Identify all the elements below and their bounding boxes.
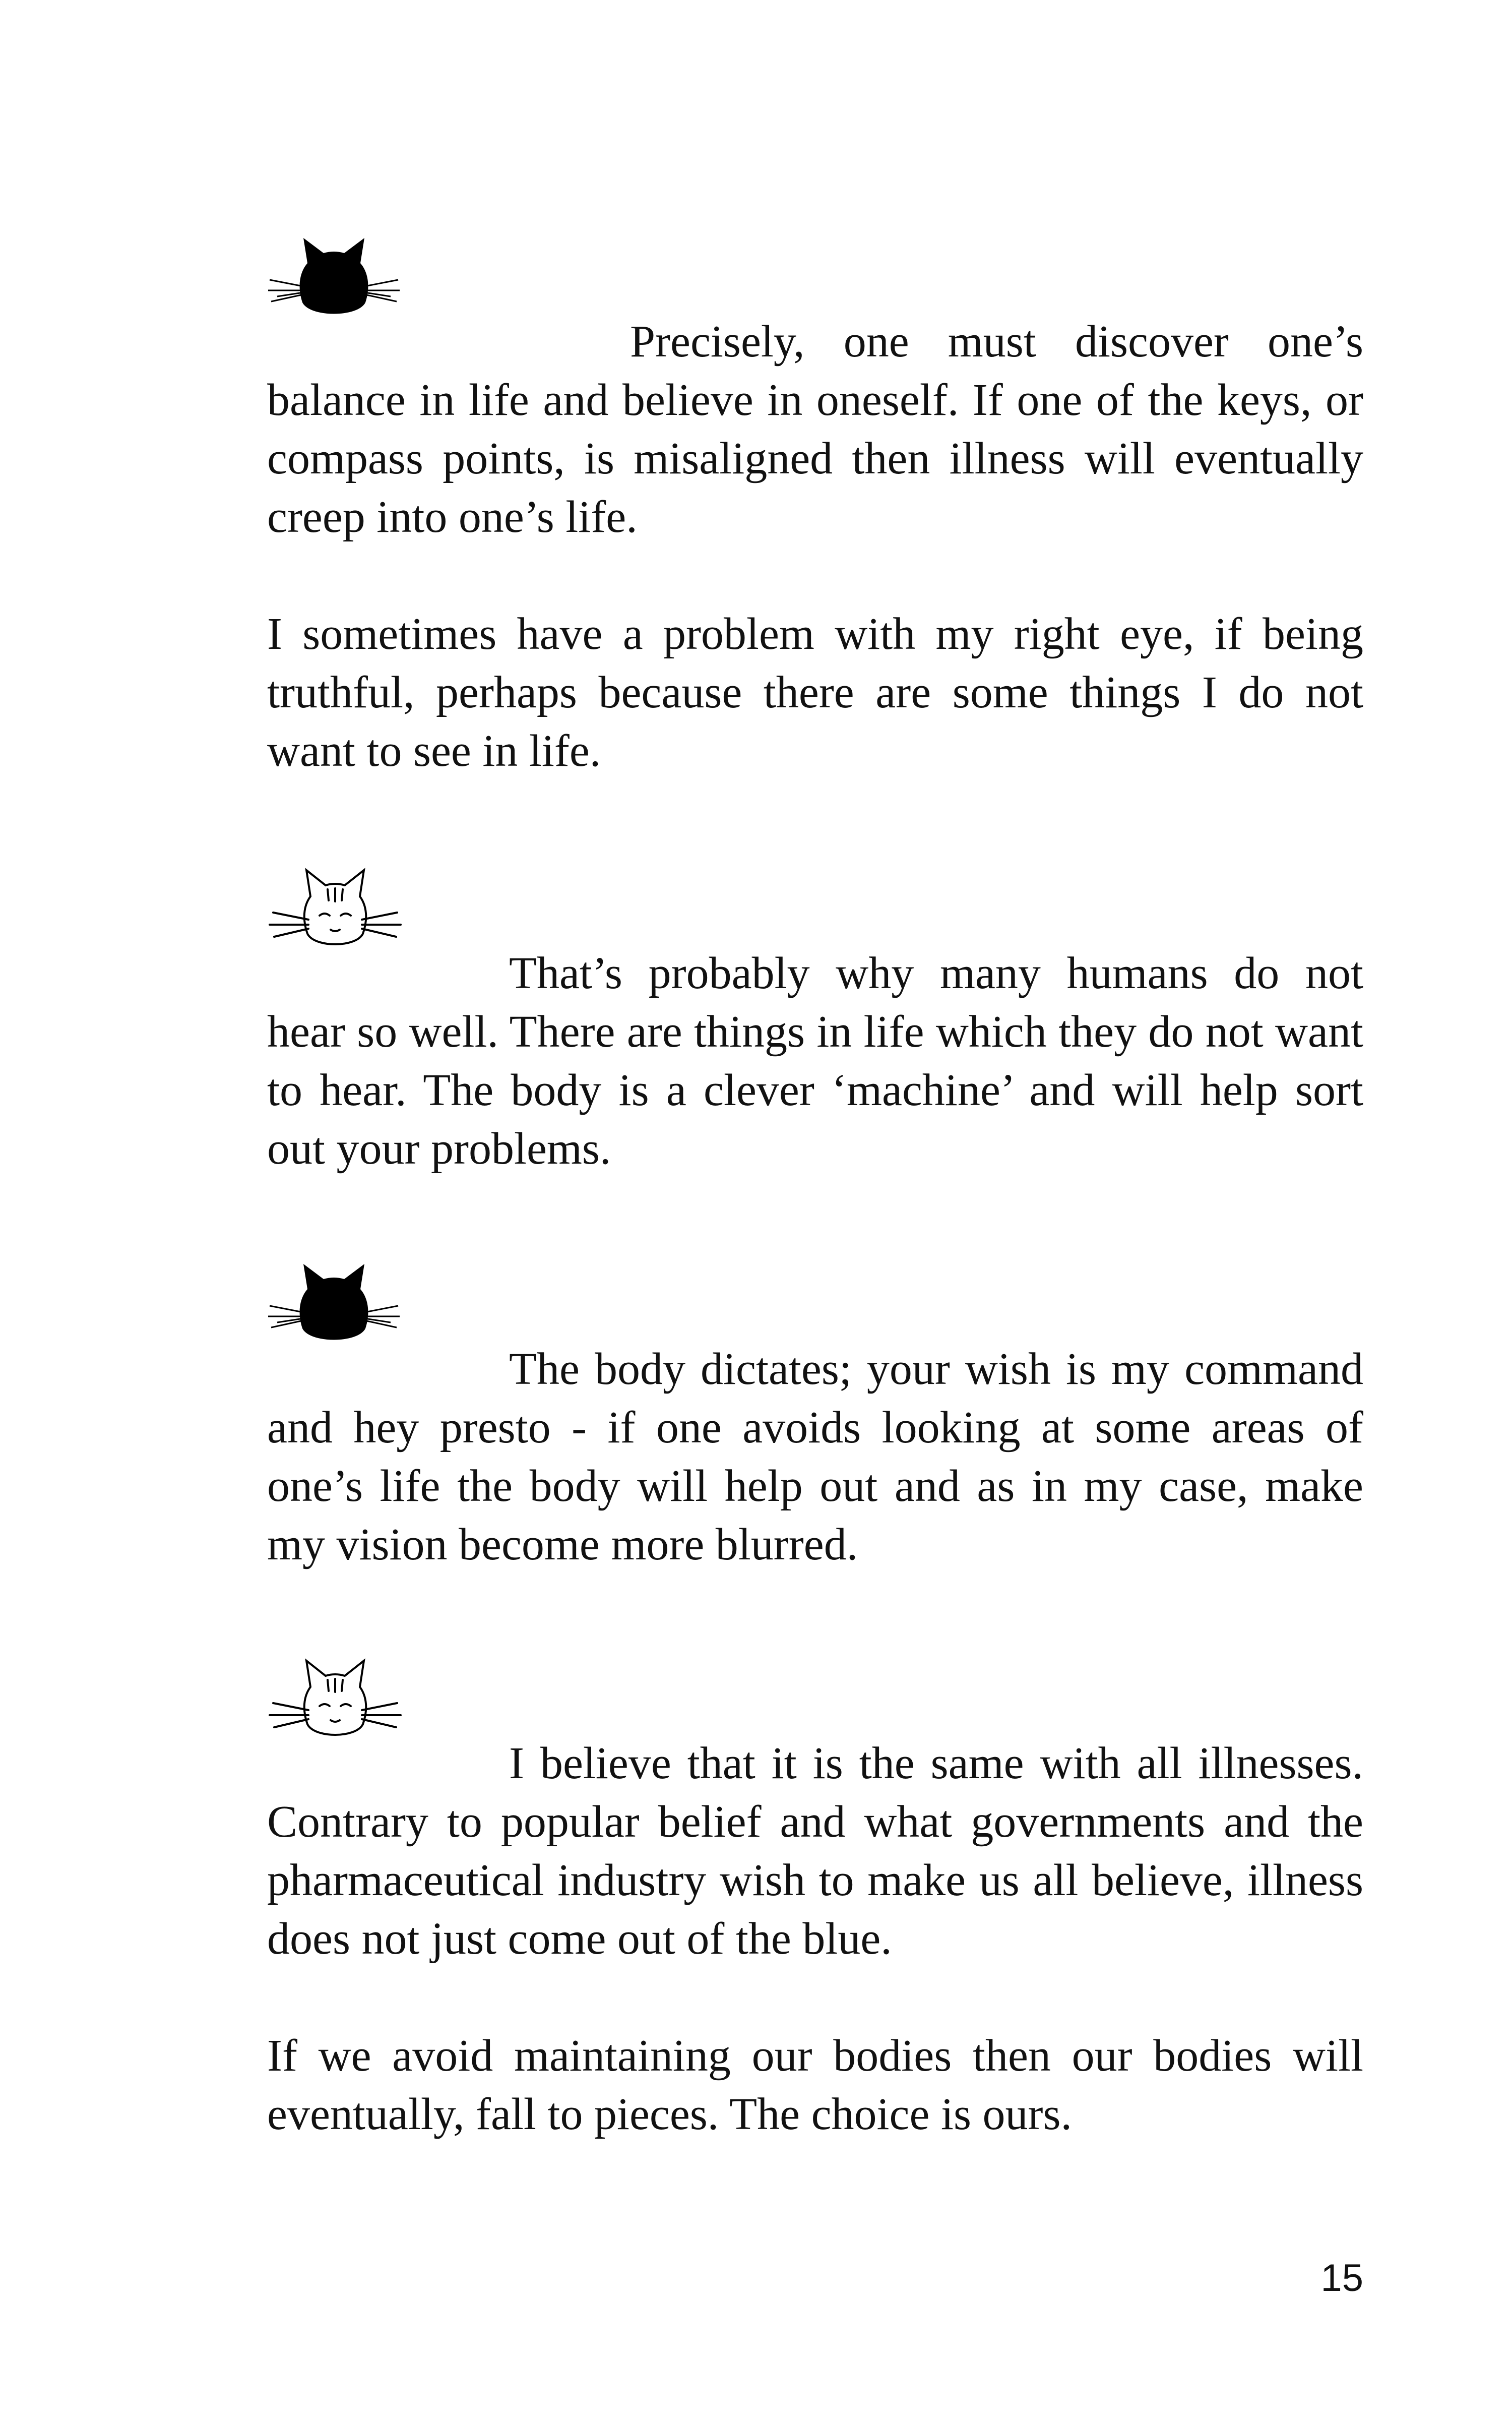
dialogue-paragraph: Precisely, one must discover one’s balance in life and believe in oneself. If one of the keys, or compass points, is misaligned then illness will eventually creep into one’s life. [267,317,1363,542]
dialogue-paragraph: I sometimes have a problem with my right eye, if being truthful, perhaps because there are some things I do not want to see in life. [267,609,1363,776]
dialogue-entry [267,1340,1363,1574]
page-number: 15 [1320,2257,1363,2300]
dialogue-entry [267,944,1363,1178]
dialogue-paragraph: The body dictates; your wish is my command and hey presto - if one avoids looking at some areas of one’s life the body will help out and as in my case, make my vision become more blurred. [267,1344,1363,1569]
dialogue-paragraph: I believe that it is the same with all illnesses. Contrary to popular belief and what governments and the pharmaceutical industry wish to make us all believe, illness does not just come out of the blue. [267,1738,1363,1964]
striped-cat-head-icon [267,1654,418,1744]
black-cat-head-icon [267,232,418,323]
dialogue-paragraph: If we avoid maintaining our bodies then our bodies will eventually, fall to pieces. The choice is ours. [267,2031,1363,2139]
black-cat-head-icon [267,1258,418,1349]
dialogue-paragraph: That’s probably why many humans do not hear so well. There are things in life which they do not want to hear. The body is a clever ‘machine’ and will help sort out your problems. [267,948,1363,1174]
striped-cat-head-icon [267,863,418,954]
dialogue-entry [267,313,1363,780]
dialogue-entry [267,1734,1363,2144]
